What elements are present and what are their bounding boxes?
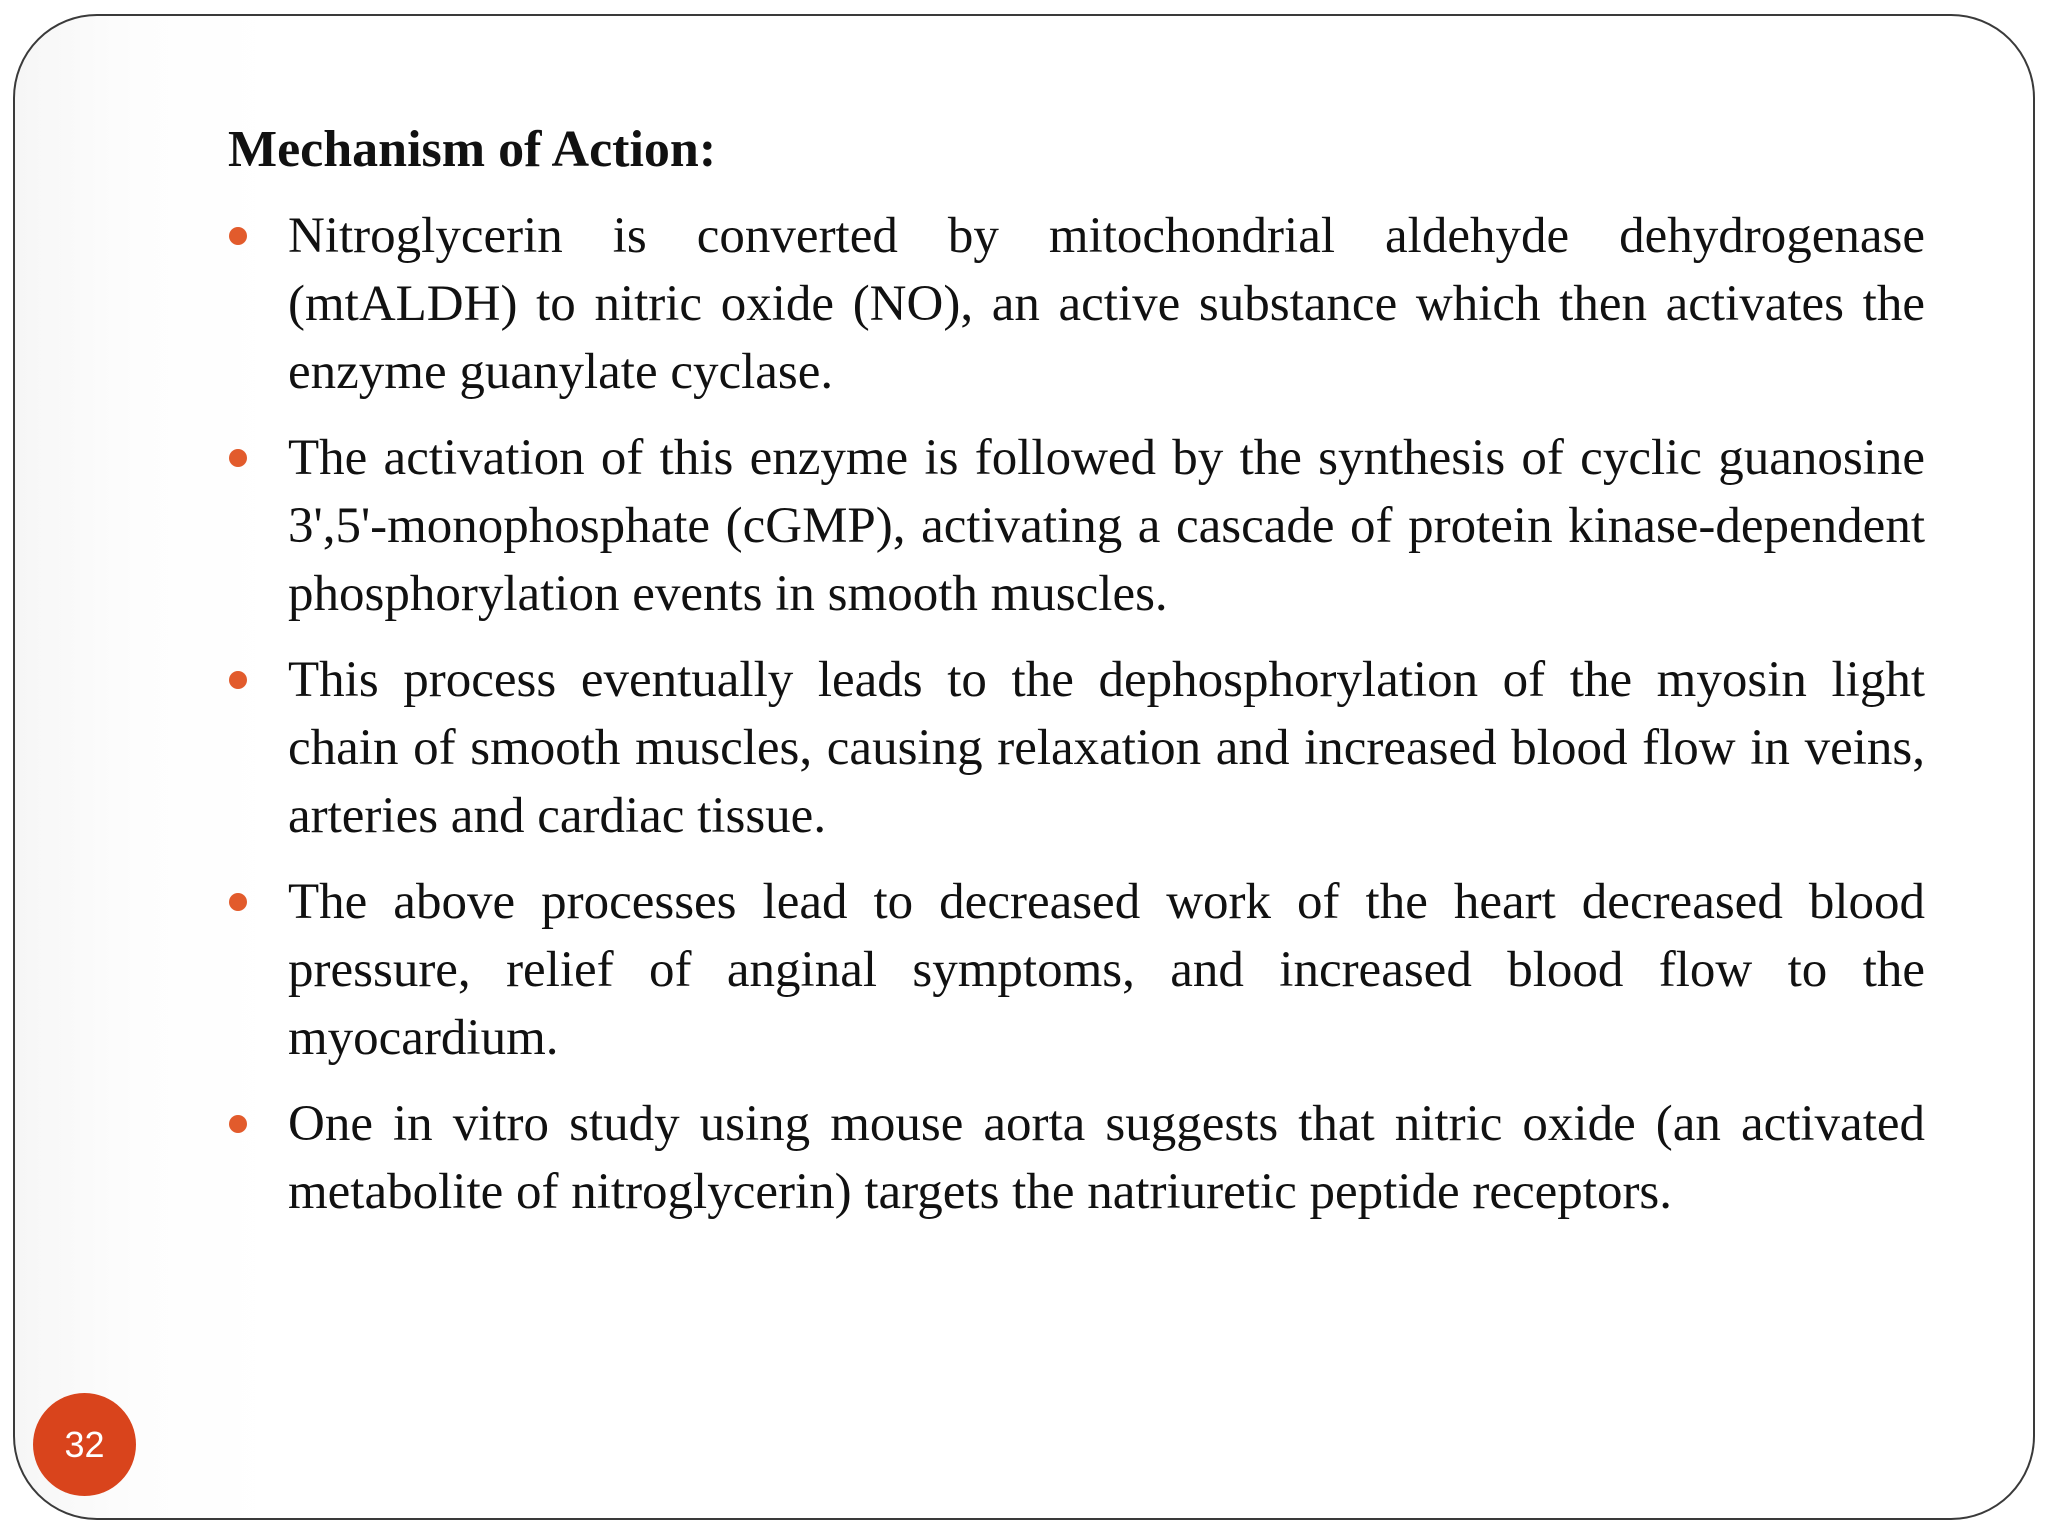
page-number-badge: 32: [33, 1393, 136, 1496]
bullet-dot-icon: [229, 671, 247, 689]
bullet-text: The activation of this enzyme is followed by the synthesis of cyclic guanosine 3',5'-monophosphate (cGMP), activating a cascade of protein kinase-dependent phosphorylation events in smooth muscles.: [288, 430, 1925, 622]
bullet-item: [228, 646, 1925, 850]
slide-title: Mechanism of Action:: [228, 121, 717, 178]
bullet-dot-icon: [229, 227, 247, 245]
bullet-text: Nitroglycerin is converted by mitochondrial aldehyde dehydrogenase (mtALDH) to nitric oxide (NO), an active substance which then activates the enzyme guanylate cyclase.: [288, 208, 1925, 400]
bullet-text: One in vitro study using mouse aorta suggests that nitric oxide (an activated metabolite of nitroglycerin) targets the natriuretic peptide receptors.: [288, 1096, 1925, 1220]
slide-content: [228, 118, 1925, 1244]
bullet-dot-icon: [229, 449, 247, 467]
bullet-list: [228, 202, 1925, 1226]
bullet-item: [228, 1090, 1925, 1226]
bullet-text: The above processes lead to decreased work of the heart decreased blood pressure, relief of anginal symptoms, and increased blood flow to the myocardium.: [288, 874, 1925, 1066]
bullet-dot-icon: [229, 1115, 247, 1133]
bullet-item: [228, 202, 1925, 406]
bullet-item: [228, 868, 1925, 1072]
bullet-item: [228, 424, 1925, 628]
bullet-dot-icon: [229, 893, 247, 911]
bullet-text: This process eventually leads to the dephosphorylation of the myosin light chain of smooth muscles, causing relaxation and increased blood flow in veins, arteries and cardiac tissue.: [288, 652, 1925, 844]
